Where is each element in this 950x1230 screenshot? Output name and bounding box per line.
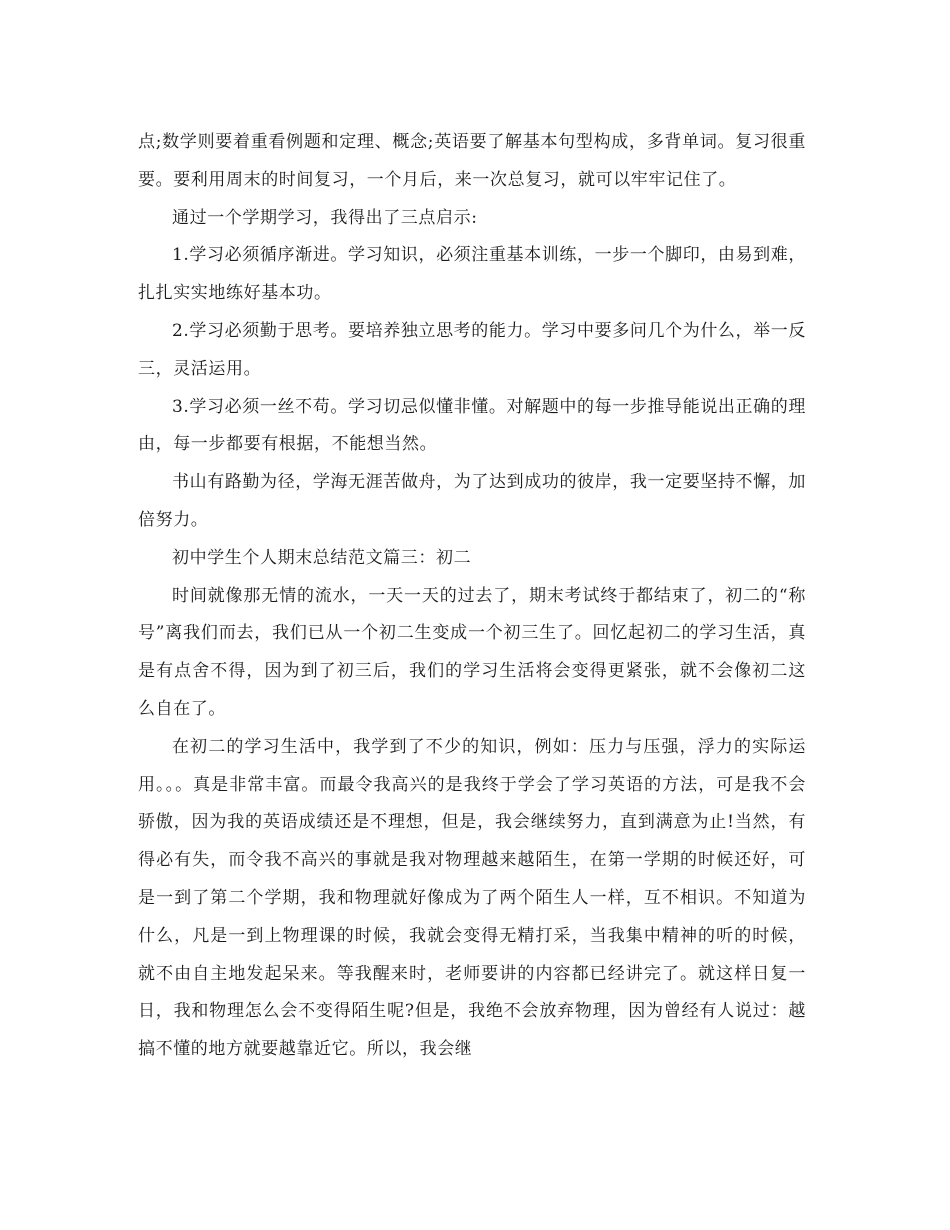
paragraph-2: 通过一个学期学习，我得出了三点启示:	[172, 207, 478, 228]
paragraph-1: 点;数学则要着重看例题和定理、概念;英语要了解基本句型构成，多背单词。复习很重要。要利用周末的时间复习，一个月后，来一次总复习，就可以牢牢记住了。	[138, 132, 806, 190]
document-body	[138, 124, 806, 1069]
paragraph-6: 书山有路勤为径，学海无涯苦做舟，为了达到成功的彼岸，我一定要坚持不懈，加倍努力。	[138, 472, 806, 530]
paragraph-5: 3.学习必须一丝不苟。学习切忌似懂非懂。对解题中的每一步推导能说出正确的理由，每一步都要有根据，不能想当然。	[138, 396, 806, 455]
paragraph-3: 1.学习必须循序渐进。学习知识，必须注重基本训练，一步一个脚印，由易到难，扎扎实实地练好基本功。	[138, 245, 806, 304]
section-heading: 初中学生个人期末总结范文篇三：初二	[172, 547, 472, 568]
paragraph-8: 在初二的学习生活中，我学到了不少的知识，例如：压力与压强，浮力的实际运用。。。真是非常丰富。而最令我高兴的是我终于学会了学习英语的方法，可是我不会骄傲，因为我的英语成绩还是不理想，但是，我会继续努力，直到满意为止!当然，有得必有失，而令我不高兴的事就是我对物理越来越陌生，在第一学期的时候还好，可是一到了第二个学期，我和物理就好像成为了两个陌生人一样，互不相识。不知道为什么，凡是一到上物理课的时候，我就会变得无精打采，当我集中精神的听的时候，就不由自主地发起呆来。等我醒来时，老师要讲的内容都已经讲完了。就这样日复一日，我和物理怎么会不变得陌生呢?但是，我绝不会放弃物理，因为曾经有人说过：越搞不懂的地方就要越靠近它。所以，我会继	[138, 736, 806, 1060]
paragraph-4: 2.学习必须勤于思考。要培养独立思考的能力。学习中要多问几个为什么，举一反三，灵活运用。	[138, 320, 806, 379]
paragraph-7: 时间就像那无情的流水，一天一天的过去了，期末考试终于都结束了，初二的“称号”离我们而去，我们已从一个初二生变成一个初三生了。回忆起初二的学习生活，真是有点舍不得，因为到了初三后，我们的学习生活将会变得更紧张，就不会像初二这么自在了。	[138, 585, 806, 719]
